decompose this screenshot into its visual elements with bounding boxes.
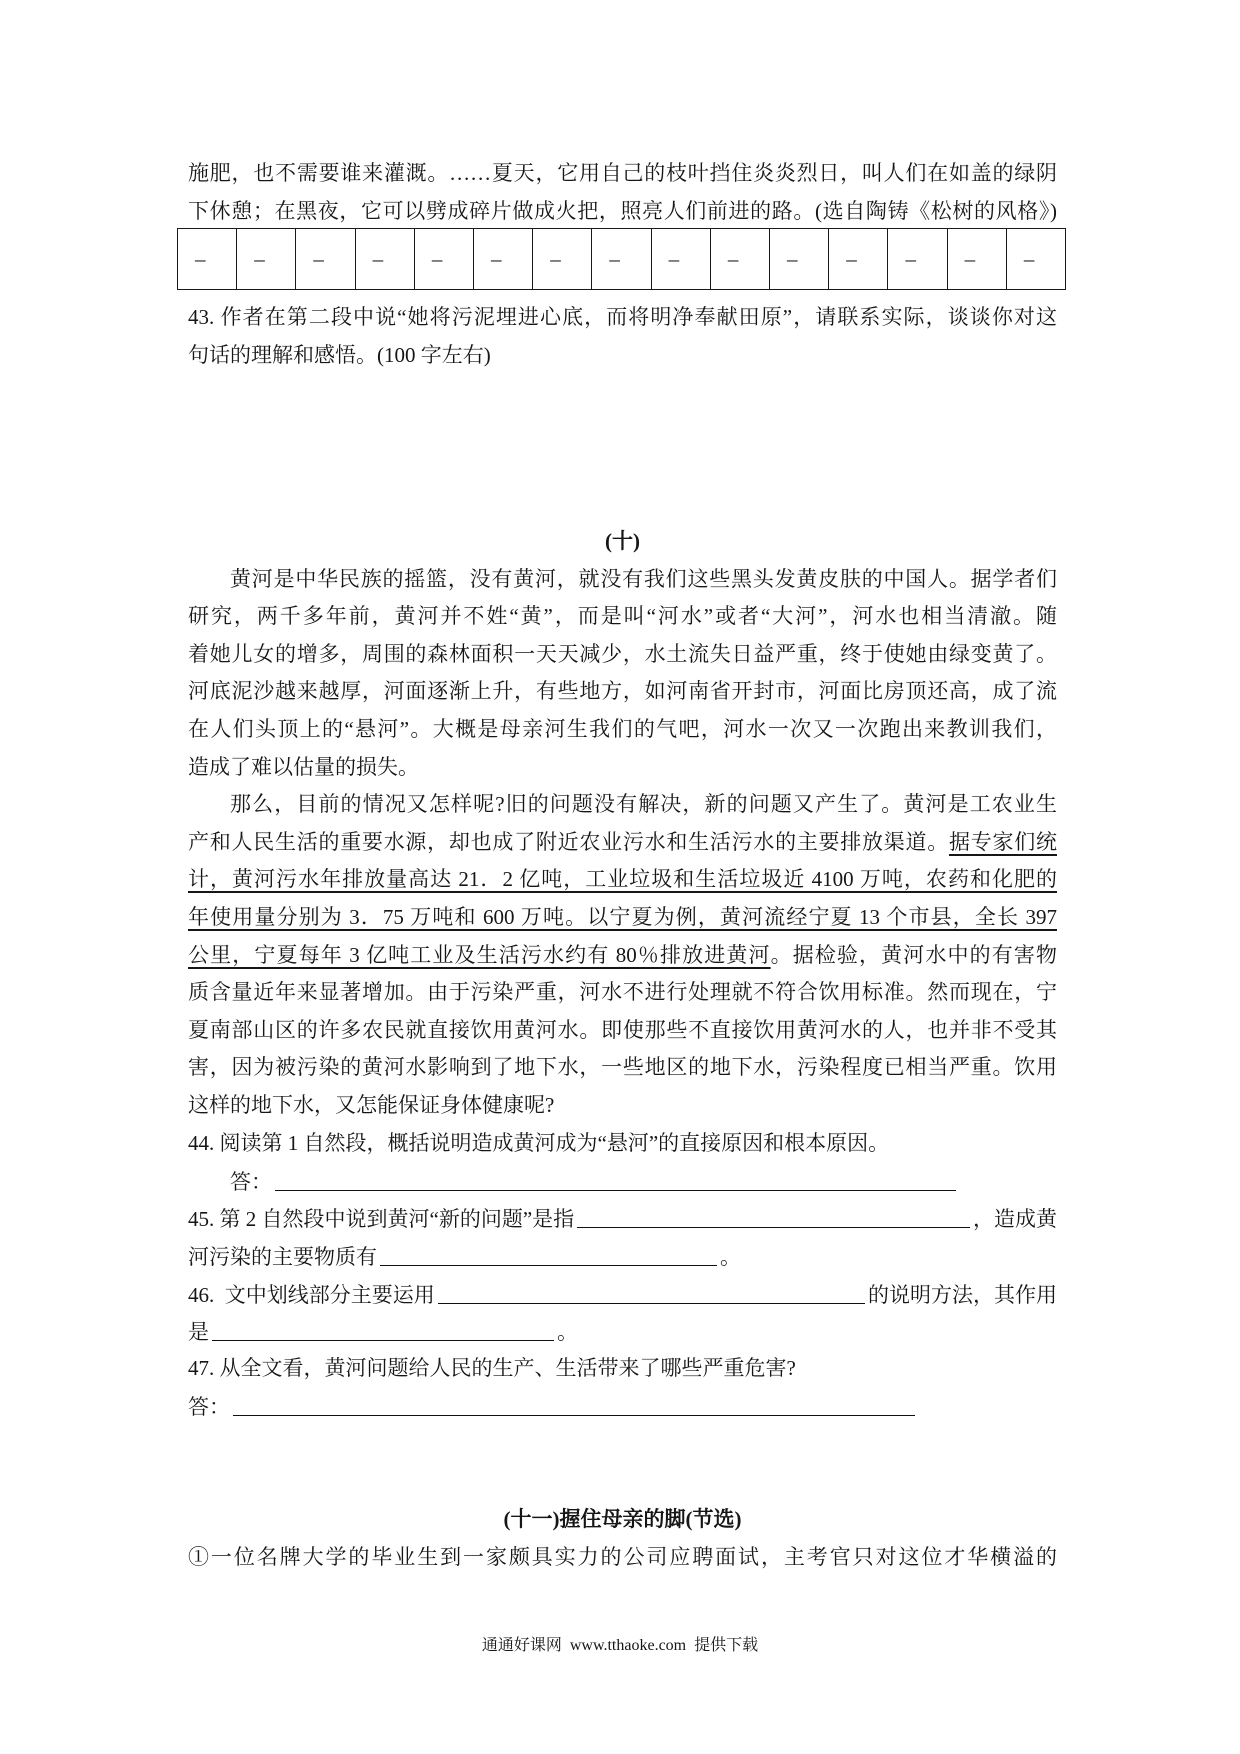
grid-cell-mark: – <box>727 246 739 271</box>
paragraph-line: 质含量近年来显著增加。由于污染严重，河水不进行处理就不符合饮用标准。然而现在，宁 <box>188 980 1057 1005</box>
section-11 <box>188 1501 1057 1576</box>
section-10-title: (十) <box>605 529 640 553</box>
grid-cell-mark: – <box>254 246 265 271</box>
grid-cell <box>592 229 651 289</box>
passage-line: 施肥，也不需要谁来灌溉。……夏天，它用自己的枝叶挡住炎炎烈日，叫人们在如盖的绿阴 <box>188 161 1057 185</box>
question-44-prompt: 44. 阅读第 1 自然段，概括说明造成黄河成为“悬河”的直接原因和根本原因。 <box>188 1130 890 1155</box>
question-45-text: ，造成黄 <box>973 1207 1057 1232</box>
grid-cell <box>474 229 533 289</box>
underlined-text: 公里，宁夏每年 3 亿吨工业及生活污水约有 80％排放进黄河 <box>188 942 771 967</box>
paragraph-text: 。据检验，黄河水中的有害物 <box>770 942 1058 967</box>
paragraph-line: 黄河是中华民族的摇篮，没有黄河，就没有我们这些黑头发黄皮肤的中国人。据学者们 <box>230 566 1057 591</box>
section-11-title: (十一)握住母亲的脚(节选) <box>503 1507 742 1531</box>
paragraph-line: 在人们头顶上的“悬河”。大概是母亲河生我们的气吧，河水一次又一次跑出来教训我们， <box>188 716 1057 741</box>
paragraph-line: ①一位名牌大学的毕业生到一家颇具实力的公司应聘面试，主考官只对这位才华横溢的 <box>188 1544 1057 1569</box>
answer-grid <box>177 228 1066 290</box>
question-47-answer-row <box>188 1388 1057 1426</box>
paragraph-line: 研究，两千多年前，黄河并不姓“黄”，而是叫“河水”或者“大河”，河水也相当清澈。随 <box>188 604 1057 629</box>
question-45-row-2 <box>188 1237 1057 1275</box>
section-10-paragraph-1 <box>188 561 1057 787</box>
underlined-text: 据专家们统 <box>949 829 1058 854</box>
grid-cell <box>652 229 711 289</box>
paragraph-text: 产和人民生活的重要水源，却也成了附近农业污水和生活污水的主要排放渠道。 <box>188 829 950 854</box>
grid-cell <box>888 229 947 289</box>
grid-cell-mark: – <box>431 246 443 271</box>
answer-blank <box>275 1171 956 1191</box>
question-46-text: 46. 文中划线部分主要运用 <box>188 1282 435 1307</box>
grid-cell <box>178 229 237 289</box>
section-10 <box>188 523 1057 1425</box>
grid-cell <box>237 229 296 289</box>
question-43-prompt-continued: 句话的理解和感悟。(100 字左右) <box>188 342 491 367</box>
grid-cell <box>948 229 1007 289</box>
paragraph-line: 这样的地下水，又怎能保证身体健康呢? <box>188 1092 555 1117</box>
question-44-answer-row <box>188 1162 1057 1200</box>
question-45-text: 河污染的主要物质有 <box>188 1245 377 1270</box>
grid-cell-mark: – <box>668 246 680 271</box>
paragraph-line <box>188 861 1057 899</box>
question-43-prompt: 43. 作者在第二段中说“她将污泥埋进心底，而将明净奉献田原”，请联系实际，谈谈你对这 <box>188 305 1057 329</box>
grid-cell <box>296 229 355 289</box>
grid-cell <box>829 229 888 289</box>
grid-cell <box>711 229 770 289</box>
passage-source-line: 下休憩；在黑夜，它可以劈成碎片做成火把，照亮人们前进的路。(选自陶铸《松树的风格》) <box>188 198 1057 223</box>
paragraph-line: 着她儿女的增多，周围的森林面积一天天减少，水土流失日益严重，终于使她由绿变黄了。 <box>188 641 1057 666</box>
question-46-row-2 <box>188 1312 1057 1350</box>
grid-cell <box>356 229 415 289</box>
section-10-paragraph-2 <box>188 786 1057 1124</box>
answer-blank <box>233 1396 915 1416</box>
grid-cell-mark: – <box>787 246 798 271</box>
question-45-text: 。 <box>720 1245 741 1270</box>
paragraph-line <box>188 899 1057 937</box>
grid-cell-mark: – <box>609 246 620 271</box>
grid-cell-mark: – <box>550 246 561 271</box>
grid-cell-mark: – <box>1023 246 1035 271</box>
passage-continued <box>188 155 1057 230</box>
answer-blank <box>438 1284 865 1304</box>
paragraph-line: 夏南部山区的许多农民就直接饮用黄河水。即使那些不直接饮用黄河水的人，也并非不受其 <box>188 1017 1057 1042</box>
answer-blank <box>212 1321 554 1341</box>
question-43 <box>188 299 1057 374</box>
paragraph-line: 造成了难以估量的损失。 <box>188 754 419 779</box>
answer-label: 答： <box>230 1169 272 1194</box>
question-46-text: 是 <box>188 1320 209 1345</box>
answer-blank <box>380 1246 717 1266</box>
underlined-text: 年使用量分别为 3．75 万吨和 600 万吨。以宁夏为例，黄河流经宁夏 13 个市县，全长 397 <box>188 904 1057 929</box>
grid-cell-mark: – <box>964 246 976 271</box>
question-46-text: 的说明方法，其作用 <box>868 1282 1057 1307</box>
question-45-row-1 <box>188 1200 1057 1238</box>
paragraph-line: 害，因为被污染的黄河水影响到了地下水，一些地区的地下水，污染程度已相当严重。饮用 <box>188 1055 1057 1080</box>
grid-cell <box>533 229 592 289</box>
question-45-text: 45. 第 2 自然段中说到黄河“新的问题”是指 <box>188 1207 575 1232</box>
grid-cell <box>415 229 474 289</box>
grid-cell-mark: – <box>195 246 206 271</box>
grid-cell-mark: – <box>905 246 916 271</box>
paragraph-line: 那么，目前的情况又怎样呢?旧的问题没有解决，新的问题又产生了。黄河是工农业生 <box>230 792 1057 817</box>
grid-cell <box>1007 229 1065 289</box>
paragraph-line <box>188 824 1057 862</box>
answer-blank <box>577 1208 970 1228</box>
grid-cell-mark: – <box>313 246 324 271</box>
paragraph-line <box>188 937 1057 975</box>
question-47-prompt: 47. 从全文看，黄河问题给人民的生产、生活带来了哪些严重危害? <box>188 1356 796 1381</box>
question-46-text: 。 <box>557 1320 578 1345</box>
grid-cell-mark: – <box>372 246 384 271</box>
page-footer: 通通好课网 www.tthaoke.com 提供下载 <box>481 1637 759 1654</box>
grid-cell <box>770 229 829 289</box>
answer-label: 答： <box>188 1395 230 1420</box>
question-46-row-1 <box>188 1275 1057 1313</box>
paragraph-line: 河底泥沙越来越厚，河面逐渐上升，有些地方，如河南省开封市，河面比房顶还高，成了流 <box>188 679 1057 704</box>
grid-cell-mark: – <box>491 246 502 271</box>
underlined-text: 计，黄河污水年排放量高达 21．2 亿吨，工业垃圾和生活垃圾近 4100 万吨，农药和化肥的 <box>188 867 1057 892</box>
grid-cell-mark: – <box>846 246 857 271</box>
questions-44-47 <box>188 1125 1057 1426</box>
